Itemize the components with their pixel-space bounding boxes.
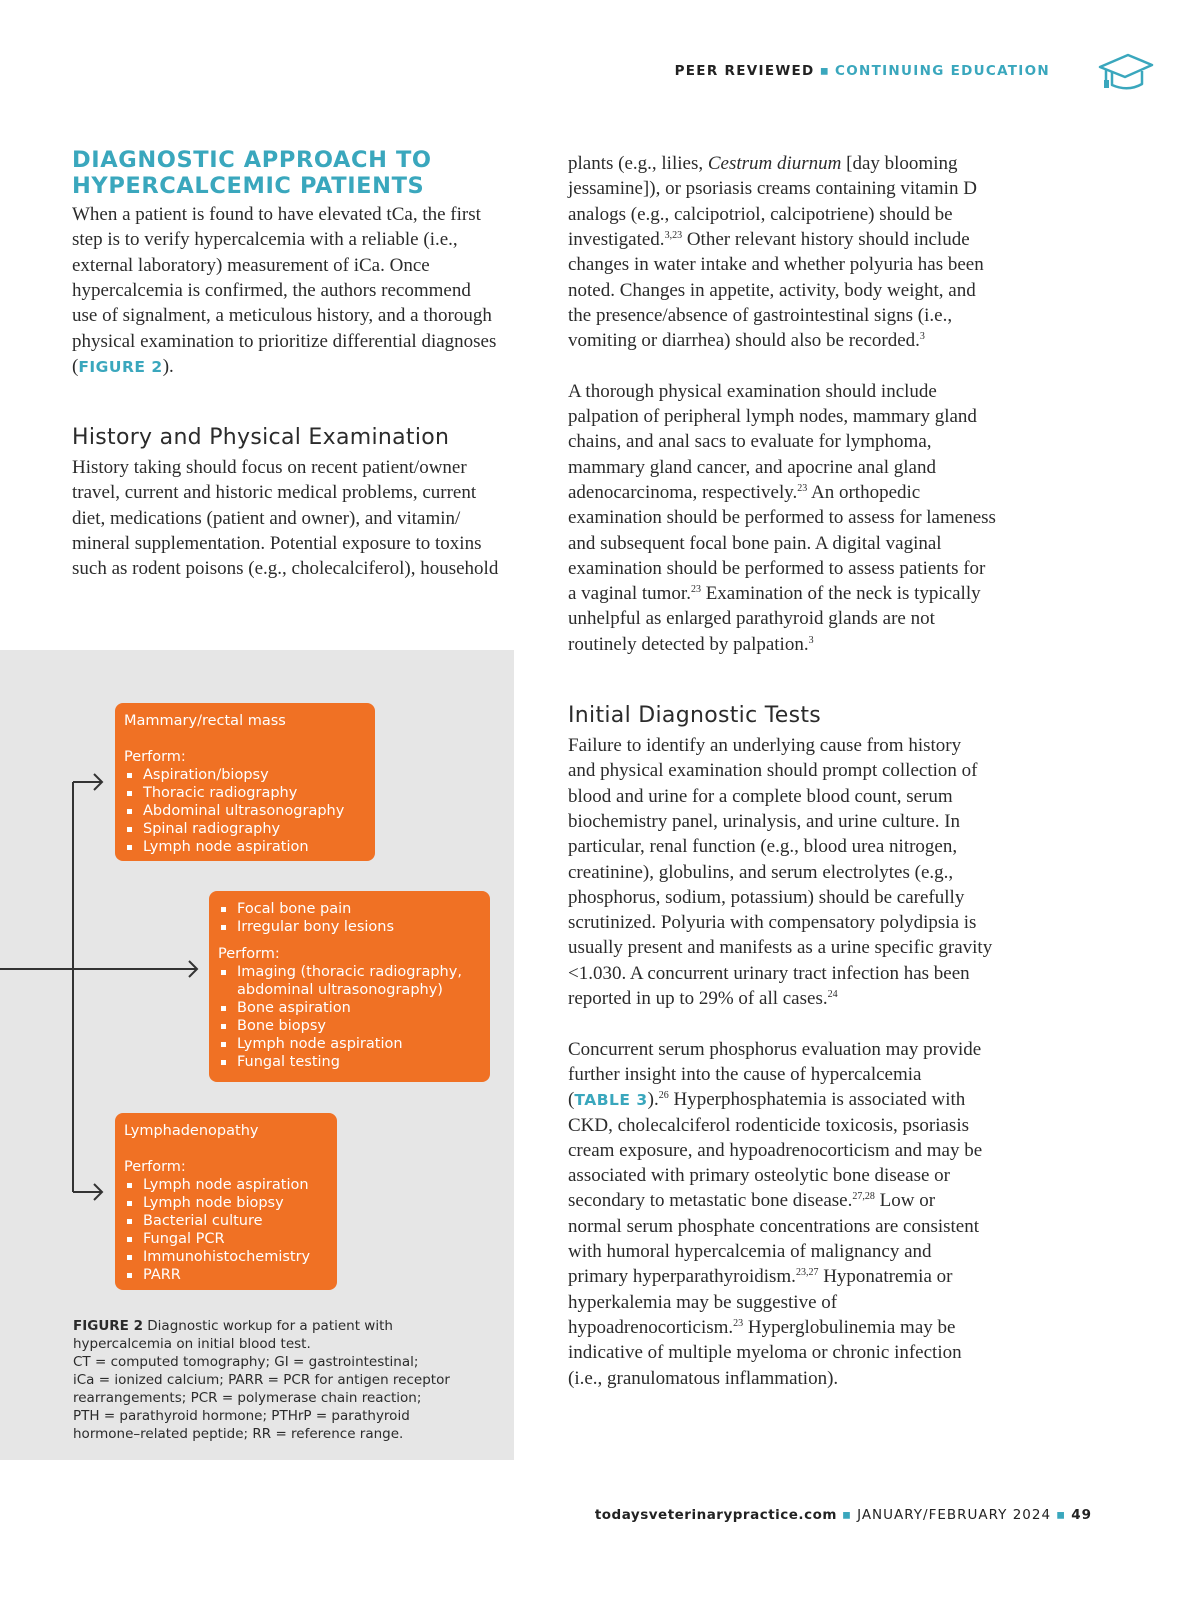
text-line: changes in water intake and whether polyuria has been xyxy=(568,254,984,276)
website-link[interactable]: todaysveterinarypractice.com xyxy=(594,1507,837,1523)
text-line: primary hyperparathyroidism.$^{23,27}$ Hyponatremia or xyxy=(568,1266,953,1288)
box-title: Mammary/rectal mass xyxy=(124,713,286,729)
graduation-cap-icon xyxy=(1098,52,1154,92)
text-line: creatinine), globulins, and serum electrolytes (e.g., xyxy=(568,861,954,883)
perform-item: Lymph node biopsy xyxy=(124,1194,328,1212)
text-line: particular, renal function (e.g., blood urea nitrogen, xyxy=(568,836,958,858)
perform-item: Lymph node aspiration xyxy=(124,1176,328,1194)
arrow-to-bone-box xyxy=(0,961,197,977)
perform-item: abdominal ultrasonography) xyxy=(237,982,443,998)
text-line: scrutinized. Polyuria with compensatory polydipsia is xyxy=(568,912,977,934)
text-line: (FIGURE 2). xyxy=(72,355,174,377)
text-line: reported in up to 29% of all cases.$^{24}$ xyxy=(568,988,838,1009)
title-line: HYPERCALCEMIC PATIENTS xyxy=(72,172,425,199)
box-title: Lymphadenopathy xyxy=(124,1123,259,1139)
text-line: further insight into the cause of hypercalcemia xyxy=(568,1063,922,1085)
text-line: external laboratory) measurement of iCa. Once xyxy=(72,254,430,276)
caption-line: rearrangements; PCR = polymerase chain reaction; xyxy=(73,1390,422,1406)
text-line: (TABLE 3).$^{26}$ Hyperphosphatemia is associated with xyxy=(568,1089,966,1111)
text-line: the presence/absence of gastrointestinal signs (i.e., xyxy=(568,304,953,326)
text-line: with humoral hypercalcemia of malignancy and xyxy=(568,1241,932,1262)
perform-item: Bacterial culture xyxy=(124,1212,328,1230)
text-line: a vaginal tumor.$^{23}$ Examination of the neck is typically xyxy=(568,583,981,605)
text-line: examination should be performed to assess patients for xyxy=(568,557,986,579)
page-number: 49 xyxy=(1071,1507,1092,1523)
citation-superscript: 23 xyxy=(690,584,701,596)
spacer xyxy=(218,936,481,945)
finding-item: Focal bone pain xyxy=(218,900,481,918)
perform-item: Imaging (thoracic radiography, xyxy=(218,963,481,981)
text-line: <1.030. A concurrent urinary tract infection has been xyxy=(568,962,970,984)
section-label: PEER REVIEWED xyxy=(674,63,815,79)
citation-superscript: 23 xyxy=(797,482,808,494)
text-line: physical examination to prioritize differential diagnoses xyxy=(72,330,497,352)
text-line: unhelpful as enlarged parathyroid glands are not xyxy=(568,608,935,630)
perform-item: Spinal radiography xyxy=(124,820,366,838)
perform-item: Fungal PCR xyxy=(124,1230,328,1248)
text-line: mammary gland cancer, and apocrine anal gland xyxy=(568,456,936,478)
mammary-rectal-mass-box xyxy=(115,703,375,861)
arrow-to-lymph-box xyxy=(73,1184,102,1200)
figure-caption xyxy=(73,1317,450,1443)
cross-reference-link[interactable]: TABLE 3 xyxy=(574,1091,648,1110)
text-line: use of signalment, a meticulous history, and a thorough xyxy=(72,305,492,327)
citation-superscript: 24 xyxy=(827,989,838,1000)
text-line: usually present and manifests as a urine specific gravity xyxy=(568,937,993,959)
perform-item: Lymph node aspiration xyxy=(124,838,366,856)
text-line: routinely detected by palpation.$^3$ xyxy=(568,633,814,655)
perform-item: Bone aspiration xyxy=(218,999,481,1017)
text-line: hypercalcemia is confirmed, the authors recommend xyxy=(72,279,471,301)
perform-label: Perform: xyxy=(124,1159,186,1175)
perform-item: Immunohistochemistry xyxy=(124,1248,328,1266)
title-line: DIAGNOSTIC APPROACH TO xyxy=(72,147,432,173)
caption-line: PTH = parathyroid hormone; PTHrP = parathyroid xyxy=(73,1408,410,1424)
text-line: mineral supplementation. Potential exposure to toxins xyxy=(72,532,482,554)
text-line: indicative of multiple myeloma or chronic infection xyxy=(568,1342,962,1364)
bone-lesion-box xyxy=(209,891,490,1082)
perform-label: Perform: xyxy=(218,946,280,962)
text-line: analogs (e.g., calcipotriol, calcipotriene) should be xyxy=(568,203,953,225)
text-line: diet, medications (patient and owner), and vitamin/ xyxy=(72,507,461,529)
text-line: palpation of peripheral lymph nodes, mammary gland xyxy=(568,406,977,427)
citation-superscript: 26 xyxy=(658,1090,669,1102)
separator: ▪ xyxy=(819,63,831,79)
text-line: noted. Changes in appetite, activity, body weight, and xyxy=(568,279,976,301)
text-line: travel, current and historic medical problems, current xyxy=(72,482,477,504)
text-line: secondary to metastatic bone disease.$^{27,28}$ Low or xyxy=(568,1190,936,1212)
caption-line: hypercalcemia on initial blood test. xyxy=(73,1336,311,1352)
cross-reference-link[interactable]: FIGURE 2 xyxy=(78,357,163,376)
text-line: such as rodent poisons (e.g., cholecalciferol), household xyxy=(72,558,499,580)
running-header xyxy=(675,63,1050,79)
spacer xyxy=(124,1140,328,1158)
citation-superscript: 23 xyxy=(733,1317,744,1329)
citation-superscript: 3 xyxy=(919,331,925,343)
text-line: Failure to identify an underlying cause from history xyxy=(568,735,962,756)
page-footer xyxy=(595,1507,1092,1523)
text-line: vomiting or diarrhea) should also be recorded.$^3$ xyxy=(568,330,925,352)
text-line: History taking should focus on recent patient/owner xyxy=(72,457,467,478)
caption-line: hormone–related peptide; RR = reference range. xyxy=(73,1426,404,1442)
perform-item: Aspiration/biopsy xyxy=(124,766,366,784)
text-line: examination should be performed to assess for lameness xyxy=(568,507,996,529)
text-line: When a patient is found to have elevated tCa, the first xyxy=(72,204,481,225)
perform-item: PARR xyxy=(124,1266,328,1284)
text-line: jessamine]), or psoriasis creams containing vitamin D xyxy=(568,178,977,200)
text-line: CKD, cholecalciferol rodenticide toxicosis, psoriasis xyxy=(568,1114,970,1136)
history-heading: History and Physical Examination xyxy=(72,425,450,450)
text-line: hypoadrenocorticism.$^{23}$ Hyperglobulinemia may be xyxy=(568,1316,956,1338)
arrow-to-mass-box xyxy=(73,774,102,790)
text-line: adenocarcinoma, respectively.$^{23}$ An orthopedic xyxy=(568,481,921,503)
citation-superscript: 23,27 xyxy=(795,1267,819,1279)
citation-superscript: 3 xyxy=(808,634,814,646)
text-line: chains, and anal sacs to evaluate for lymphoma, xyxy=(568,431,932,453)
text-line: associated with primary osteolytic bone disease or xyxy=(568,1165,951,1187)
citation-superscript: 3,23 xyxy=(664,229,683,241)
text-line: plants (e.g., lilies, Cestrum diurnum [day blooming xyxy=(568,153,958,174)
citation-superscript: 27,28 xyxy=(852,1191,875,1203)
perform-item: Lymph node aspiration xyxy=(218,1035,481,1053)
text-line: cream exposure, and hypoadrenocorticism and may be xyxy=(568,1139,983,1161)
italic-term: Cestrum diurnum xyxy=(707,153,842,174)
text-line: phosphorus, sodium, potassium) should be carefully xyxy=(568,886,965,908)
text-line: and physical examination should prompt collection of xyxy=(568,760,978,782)
text-line: normal serum phosphate concentrations are consistent xyxy=(568,1215,980,1237)
separator: ▪ xyxy=(841,1507,853,1523)
spacer xyxy=(124,730,366,748)
finding-item: Irregular bony lesions xyxy=(218,918,481,936)
text-line: biochemistry panel, urinalysis, and urine culture. In xyxy=(568,810,961,832)
text-line: investigated.$^{3,23}$ Other relevant history should include xyxy=(568,228,970,250)
perform-item: Bone biopsy xyxy=(218,1017,481,1035)
section-title xyxy=(72,148,432,199)
perform-item: Abdominal ultrasonography xyxy=(124,802,366,820)
caption-line: iCa = ionized calcium; PARR = PCR for antigen receptor xyxy=(73,1372,450,1388)
perform-item: Fungal testing xyxy=(218,1053,481,1071)
text-line: step is to verify hypercalcemia with a reliable (i.e., xyxy=(72,229,458,251)
caption-line: CT = computed tomography; GI = gastrointestinal; xyxy=(73,1354,419,1370)
perform-label: Perform: xyxy=(124,749,186,765)
issue-date: JANUARY/FEBRUARY 2024 xyxy=(857,1507,1052,1523)
tests-heading: Initial Diagnostic Tests xyxy=(568,703,822,728)
category-label: CONTINUING EDUCATION xyxy=(835,63,1050,79)
text-line: blood and urine for a complete blood count, serum xyxy=(568,785,953,807)
text-line: hyperkalemia may be suggestive of xyxy=(568,1291,838,1313)
perform-item: Thoracic radiography xyxy=(124,784,366,802)
lymphadenopathy-box xyxy=(115,1113,337,1290)
separator: ▪ xyxy=(1056,1507,1067,1523)
text-line: and subsequent focal bone pain. A digital vaginal xyxy=(568,532,942,554)
text-line: Concurrent serum phosphorus evaluation may provide xyxy=(568,1038,982,1060)
text-line: A thorough physical examination should include xyxy=(568,380,937,402)
figure-label: FIGURE 2 xyxy=(73,1318,143,1334)
caption-line: Diagnostic workup for a patient with xyxy=(143,1318,393,1334)
text-line: (i.e., granulomatous inflammation). xyxy=(568,1367,839,1389)
